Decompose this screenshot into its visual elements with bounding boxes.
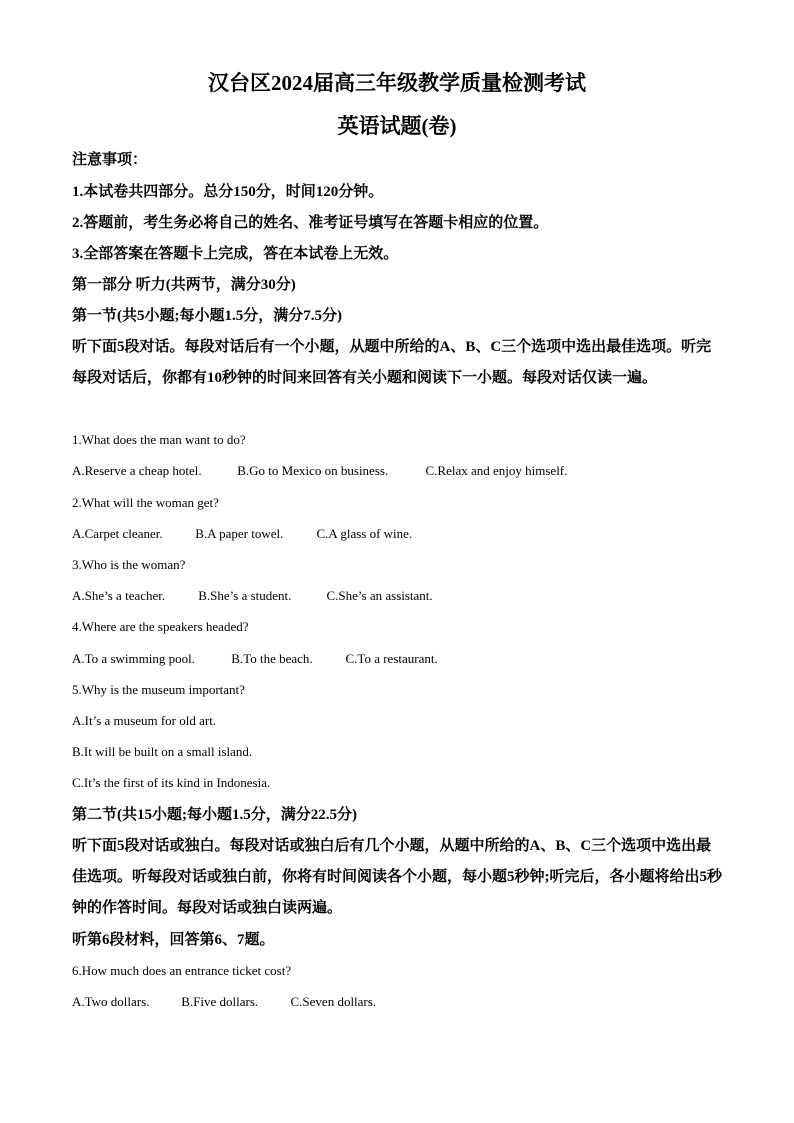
question-stem: 1.What does the man want to do? [72,432,246,447]
option-c[interactable]: C.Seven dollars. [290,994,377,1009]
question-options [72,993,376,1011]
exam-subtitle: 英语试题(卷) [337,114,457,138]
option-b[interactable]: B.She’s a student. [198,588,292,603]
section2-heading: 第二节(共15小题;每小题1.5分，满分22.5分) [72,807,357,823]
question-stem: 4.Where are the speakers headed? [72,619,249,634]
question-stem: 5.Why is the museum important? [72,682,245,697]
question-stem: 3.Who is the woman? [72,557,186,572]
option-c[interactable]: C.A glass of wine. [316,526,413,541]
part1-heading: 第一部分 听力(共两节，满分30分) [72,277,296,293]
option-a[interactable]: A.Carpet cleaner. [72,526,163,541]
option-a[interactable]: A.To a swimming pool. [72,651,195,666]
note-item: 2.答题前，考生务必将自己的姓名、准考证号填写在答题卡相应的位置。 [72,215,549,231]
option-c[interactable]: C.Relax and enjoy himself. [425,463,568,478]
option-a[interactable]: A.Two dollars. [72,994,150,1009]
question-options [72,462,567,480]
section2-instructions: 听下面5段对话或独白。每段对话或独白后有几个小题，从题中所给的A、B、C三个选项中选出最佳选项。听每段对话或独白前，你将有时间阅读各个小题，每小题5秒钟;听完后，各小题将给出5秒钟的作答时间。每段对话或独白读两遍。 [72,838,722,916]
option-c[interactable]: C.It’s the first of its kind in Indonesia. [72,775,271,790]
exam-title: 汉台区2024届高三年级教学质量检测考试 [208,71,586,95]
question-options [72,587,433,605]
option-b[interactable]: B.It will be built on a small island. [72,744,253,759]
notes-heading: 注意事项： [72,152,148,168]
question-stem: 6.How much does an entrance ticket cost? [72,963,292,978]
question-options [72,525,412,543]
section1-heading: 第一节(共5小题;每小题1.5分，满分7.5分) [72,308,342,324]
option-c[interactable]: C.She’s an assistant. [326,588,433,603]
note-item: 3.全部答案在答题卡上完成，答在本试卷上无效。 [72,246,399,262]
option-a[interactable]: A.She’s a teacher. [72,588,166,603]
material-label: 听第6段材料，回答第6、7题。 [72,932,275,948]
option-c[interactable]: C.To a restaurant. [345,651,438,666]
note-item: 1.本试卷共四部分。总分150分，时间120分钟。 [72,184,384,200]
question-options [72,650,438,668]
question-stem: 2.What will the woman get? [72,495,219,510]
option-a[interactable]: A.It’s a museum for old art. [72,713,217,728]
option-b[interactable]: B.Go to Mexico on business. [237,463,389,478]
option-a[interactable]: A.Reserve a cheap hotel. [72,463,202,478]
section1-instructions: 听下面5段对话。每段对话后有一个小题，从题中所给的A、B、C三个选项中选出最佳选项。听完每段对话后，你都有10秒钟的时间来回答有关小题和阅读下一小题。每段对话仅读一遍。 [72,339,712,386]
option-b[interactable]: B.Five dollars. [181,994,259,1009]
option-b[interactable]: B.To the beach. [231,651,313,666]
option-b[interactable]: B.A paper towel. [195,526,284,541]
